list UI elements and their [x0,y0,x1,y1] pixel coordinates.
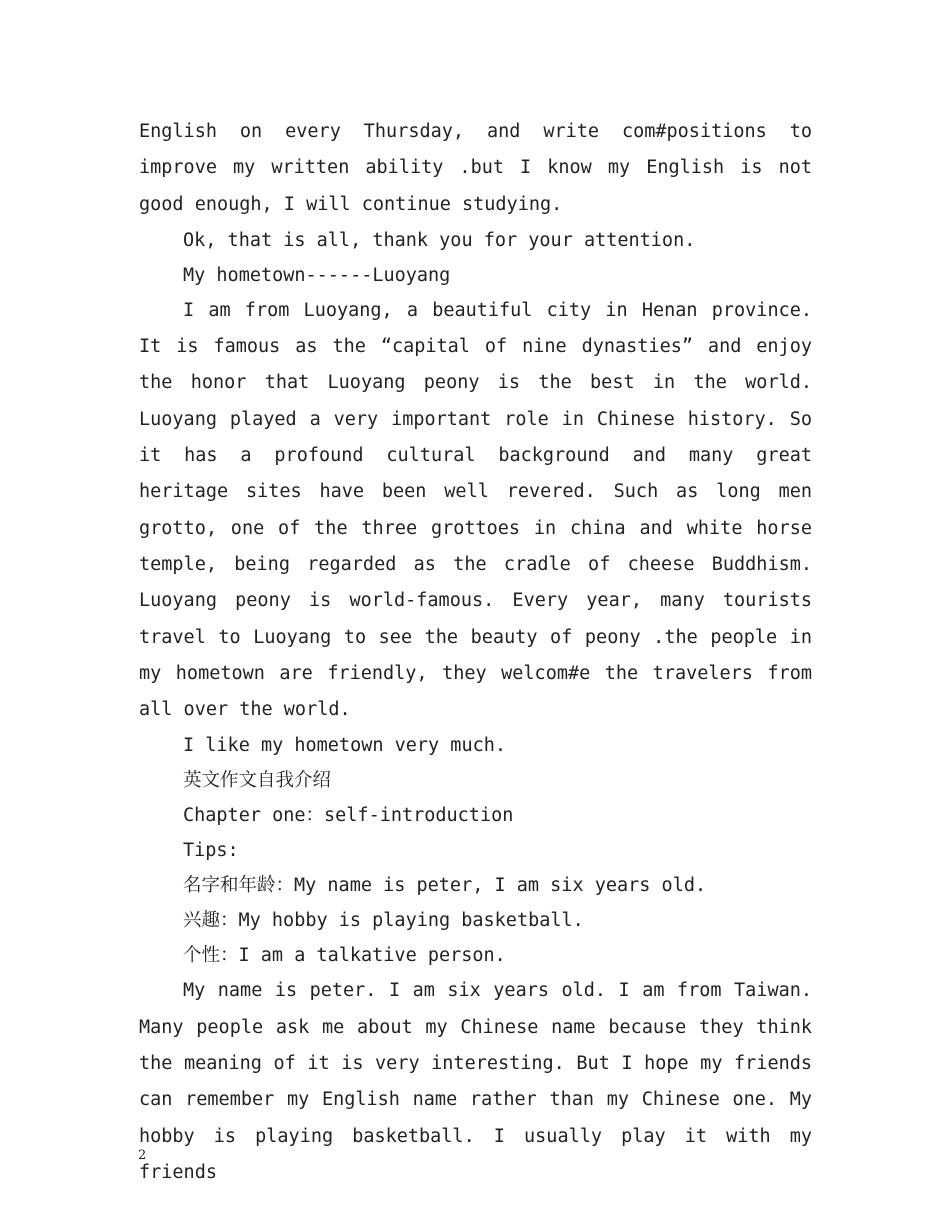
heading-chinese-title: 英文作文自我介绍 [183,770,332,792]
paragraph-continuation: English on every Thursday, and write com#positions to improve my written ability .but I know my English is not good enough, I will continue studying. [139,121,812,215]
paragraph-closing: Ok, that is all, thank you for your attention. [183,229,696,251]
paragraph-peter-intro: My name is peter. I am six years old. I am from Taiwan. Many people ask me about my Chinese name because they think the meaning of it is very interesting. But I hope my friends can remember my English name rather than my Chinese one. My hobby is playing basketball. I usually play it with my friends [139,980,812,1183]
heading-chapter-one: Chapter one：self-introduction [183,805,514,827]
page-number: 2 [138,1148,147,1163]
paragraph-luoyang: I am from Luoyang, a beautiful city in Henan province. It is famous as the “capital of nine dynasties” and enjoy the honor that Luoyang peony is the best in the world. Luoyang played a very important role in Chinese history. So it has a profound cultural background and many great heritage sites have been well revered. Such as long men grotto, one of the three grottoes in china and white horse temple, being regarded as the cradle of cheese Buddhism. Luoyang peony is world-famous. Every year, many tourists travel to Luoyang to see the beauty of peony .the people in my hometown are friendly, they welcom#e the travelers from all over the world. [139,299,812,721]
tip-hobby: 兴趣：My hobby is playing basketball. [183,910,584,932]
heading-hometown: My hometown------Luoyang [183,264,451,286]
tip-name-age: 名字和年龄：My name is peter, I am six years old. [183,875,707,897]
document-body [139,114,812,1191]
tip-personality: 个性：I am a talkative person. [183,945,506,967]
paragraph-like-hometown: I like my hometown very much. [183,735,507,757]
label-tips: Tips: [183,840,239,862]
